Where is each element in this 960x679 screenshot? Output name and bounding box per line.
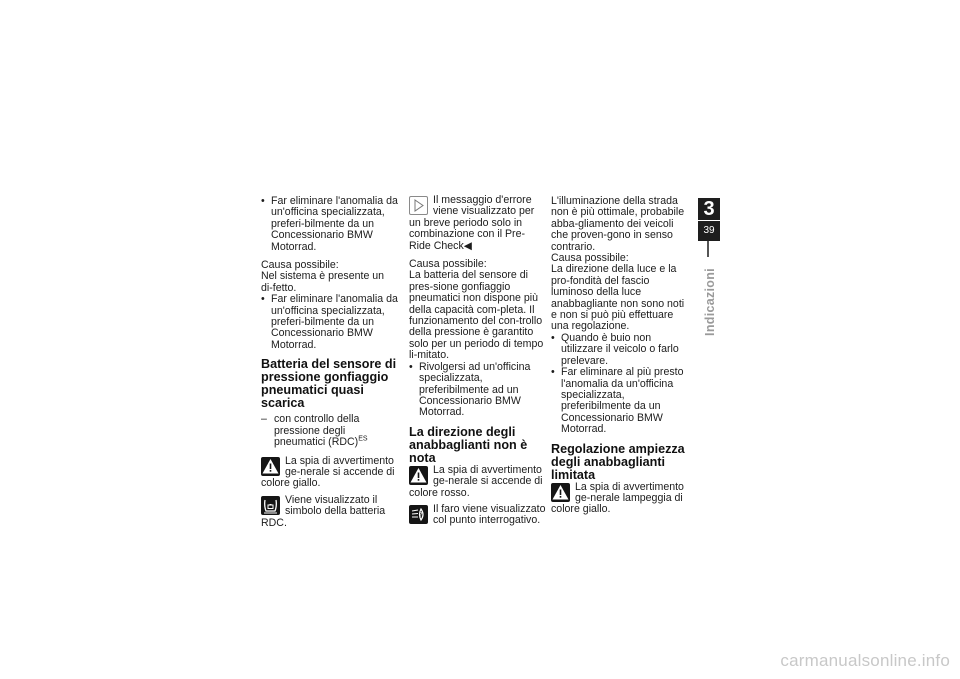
section-heading: Regolazione ampiezza degli anabbaglianti limitata — [551, 441, 685, 482]
bullet-item: • Quando è buio non utilizzare il veicolo o farlo prelevare. — [551, 333, 688, 367]
column-2 — [409, 195, 546, 527]
cause-label: Causa possibile: — [551, 252, 629, 265]
info-arrow-icon — [409, 196, 428, 215]
intro-text: L'illuminazione della strada non è più ottimale, probabile abba-gliamento dei veicoli che proven-gono in senso contrario. — [551, 195, 685, 253]
section-heading: La direzione degli anabbaglianti non è nota — [409, 424, 528, 465]
warning-triangle-icon — [409, 466, 428, 485]
cause-text: La batteria del sensore di pres-sione gonfiaggio pneumatici non dispone più della capacità com-pleta. Il funzionamento del con-trollo della pressione è garantito solo per un periodo di tempo li-mitato. — [409, 269, 544, 362]
headlight-question-icon — [409, 505, 428, 524]
warning-triangle-icon — [551, 483, 570, 502]
warning-triangle-icon — [261, 457, 280, 476]
section-heading: Batteria del sensore di pressione gonfiaggio pneumatici quasi scarica — [261, 357, 397, 411]
page-number: 39 — [698, 221, 720, 241]
warning-text: La spia di avvertimento ge-nerale lampeggia di colore giallo. — [551, 480, 684, 516]
bullet-item: • Far eliminare al più presto l'anomalia da un'officina specializzata, preferibilmente da un Concessionario BMW Motorrad. — [551, 367, 688, 435]
warning-text: La spia di avvertimento ge-nerale si accende di colore rosso. — [409, 463, 543, 499]
cause-label: Causa possibile: — [409, 258, 487, 271]
message-text: Il messaggio d'errore viene visualizzato per un breve periodo solo in combinazione con il Pre-Ride Check — [409, 194, 535, 252]
bullet-item: • Rivolgersi ad un'officina specializzata, preferibilmente ad un Concessionario BMW Motorrad. — [409, 362, 546, 419]
bullet-item: • Far eliminare l'anomalia da un'officina specializzata, preferi-bilmente da un Concessionario BMW Motorrad. — [261, 196, 398, 253]
warning-paragraph — [409, 465, 546, 499]
headlight-paragraph — [409, 504, 546, 527]
cause-text: Nel sistema è presente un di-fetto. — [261, 270, 385, 294]
bullet-item: • Far eliminare l'anomalia da un'officina specializzata, preferi-bilmente da un Concessionario BMW Motorrad. — [261, 294, 398, 351]
chapter-number: 3 — [698, 198, 720, 220]
watermark: carmanualsonline.info — [780, 651, 950, 670]
dash-item-text: con controllo della pressione degli pneumatici (RDC) — [274, 413, 360, 449]
warning-paragraph — [551, 482, 688, 516]
warning-paragraph — [261, 456, 398, 490]
message-paragraph — [409, 195, 546, 252]
tire-battery-icon — [261, 496, 280, 515]
rdc-paragraph — [261, 495, 398, 529]
rdc-text: Viene visualizzato il simbolo della batteria RDC. — [261, 493, 386, 529]
column-3 — [551, 196, 688, 516]
end-mark: ◀ — [463, 239, 472, 252]
headlight-text: Il faro viene visualizzato col punto interrogativo. — [433, 502, 546, 527]
dash-item-sup: ES — [358, 435, 368, 443]
dash-item — [261, 414, 398, 448]
svg-text:?: ? — [419, 511, 423, 519]
warning-text: La spia di avvertimento ge-nerale si accende di colore giallo. — [261, 454, 395, 490]
section-label: Indicazioni — [703, 268, 717, 336]
cause-label: Causa possibile: — [261, 259, 339, 272]
cause-text: La direzione della luce e la pro-fondità del fascio luminoso della luce anabbagliante non sono noti e non si può più effettuare una regolazione. — [551, 263, 685, 333]
column-1 — [261, 196, 398, 529]
